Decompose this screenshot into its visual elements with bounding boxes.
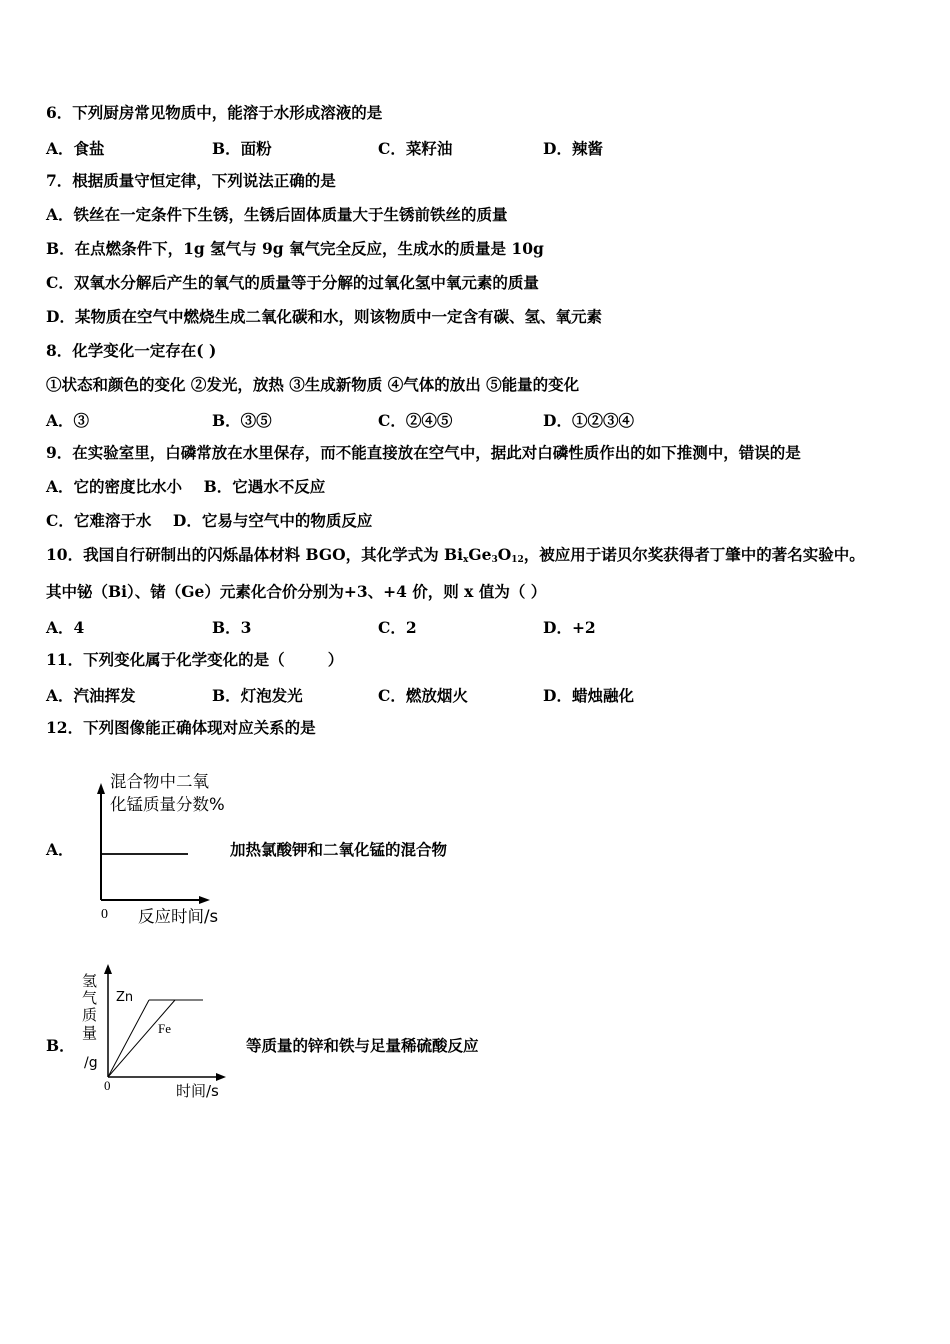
q6-option-a: A．食盐: [46, 139, 105, 158]
q11-stem: 11．下列变化属于化学变化的是（ ）: [46, 650, 344, 669]
q11-option-b: B．灯泡发光: [212, 686, 303, 705]
q10-line2: 其中铋（Bi）、锗（Ge）元素化合价分别为+3、+4 价，则 x 值为（ ）: [46, 582, 547, 601]
q10-option-b: B．3: [212, 618, 252, 637]
q11-option-d: D．蜡烛融化: [543, 686, 634, 705]
q12-option-b-letter: B．: [46, 1036, 75, 1055]
q10-stem-before: 10．我国自行研制出的闪烁晶体材料 BGO，其化学式为 Bi: [46, 545, 463, 564]
fig-a-ylabel-line1: 混合物中二氧: [110, 772, 209, 791]
q10-sub-3: 3: [491, 555, 498, 565]
q8-option-b: B．③⑤: [212, 411, 272, 430]
fig-b-fe-label: Fe: [158, 1021, 171, 1036]
fig-b-y-arrow: [104, 964, 112, 974]
q10-option-a: A．4: [46, 618, 85, 637]
fig-b-ylabel-char-2: 气: [82, 989, 98, 1007]
q7-option-d: D．某物质在空气中燃烧生成二氧化碳和水，则该物质中一定含有碳、氢、氧元素: [46, 307, 602, 326]
q12-option-a-caption: 加热氯酸钾和二氧化锰的混合物: [230, 840, 448, 859]
fig-a-x-arrow: [199, 896, 210, 904]
q10-o: O: [497, 545, 512, 564]
q12-stem: 12．下列图像能正确体现对应关系的是: [46, 718, 316, 737]
q12-option-a-letter: A．: [46, 840, 74, 859]
fig-b-ylabel-char-5: /g: [84, 1055, 98, 1071]
q8-option-a: A．③: [46, 411, 90, 430]
q10-stem: [46, 545, 865, 565]
fig-a-y-arrow: [97, 783, 105, 794]
q8-stem: 8．化学变化一定存在( ): [46, 341, 217, 360]
fig-b-ylabel-char-1: 氢: [82, 972, 98, 990]
fig-b-origin: 0: [104, 1078, 111, 1093]
q10-sub-x: x: [462, 555, 469, 565]
q10-ge: Ge: [468, 545, 492, 564]
q10-option-c: C．2: [378, 618, 417, 637]
q7-stem: 7．根据质量守恒定律，下列说法正确的是: [46, 171, 336, 190]
fig-b-xlabel: 时间/s: [176, 1082, 219, 1100]
fig-b-zn-label: Zn: [116, 990, 134, 1005]
q6-option-d: D．辣酱: [543, 139, 603, 158]
fig-a-origin: 0: [101, 907, 108, 922]
q12-option-b-caption: 等质量的锌和铁与足量稀硫酸反应: [246, 1036, 479, 1055]
q11-option-a: A．汽油挥发: [46, 686, 136, 705]
q10-stem-after: ，被应用于诺贝尔奖获得者丁肇中的著名实验中。: [523, 545, 865, 564]
q9-options-ab: A．它的密度比水小 B．它遇水不反应: [46, 477, 326, 496]
q6-stem: 6．下列厨房常见物质中，能溶于水形成溶液的是: [46, 103, 383, 122]
fig-b-x-arrow: [216, 1073, 226, 1081]
q12-figure-a: [90, 765, 240, 930]
q10-option-d: D．+2: [543, 618, 596, 637]
q8-option-d: D．①②③④: [543, 411, 634, 430]
q6-option-c: C．菜籽油: [378, 139, 453, 158]
q7-option-c: C．双氧水分解后产生的氧气的质量等于分解的过氧化氢中氧元素的质量: [46, 273, 539, 292]
fig-b-ylabel-char-4: 量: [82, 1024, 98, 1042]
q7-option-b: B．在点燃条件下，1g 氢气与 9g 氧气完全反应，生成水的质量是 10g: [46, 239, 544, 258]
fig-a-ylabel-line2: 化锰质量分数%: [110, 795, 225, 814]
q8-option-c: C．②④⑤: [378, 411, 453, 430]
q8-items: ①状态和颜色的变化 ②发光，放热 ③生成新物质 ④气体的放出 ⑤能量的变化: [46, 375, 580, 394]
q11-option-c: C．燃放烟火: [378, 686, 468, 705]
q7-option-a: A．铁丝在一定条件下生锈，生锈后固体质量大于生锈前铁丝的质量: [46, 205, 508, 224]
fig-a-xlabel: 反应时间/s: [138, 907, 219, 926]
q9-options-cd: C．它难溶于水 D．它易与空气中的物质反应: [46, 511, 373, 530]
fig-b-zn-rise: [108, 1000, 149, 1077]
q12-figure-b: [78, 958, 238, 1108]
fig-b-fe-rise: [108, 1000, 175, 1077]
q6-option-b: B．面粉: [212, 139, 272, 158]
fig-b-ylabel-char-3: 质: [82, 1006, 98, 1024]
q10-sub-12: 12: [511, 555, 524, 565]
q9-stem: 9．在实验室里，白磷常放在水里保存，而不能直接放在空气中，据此对白磷性质作出的如下推测中，错误的是: [46, 443, 801, 462]
